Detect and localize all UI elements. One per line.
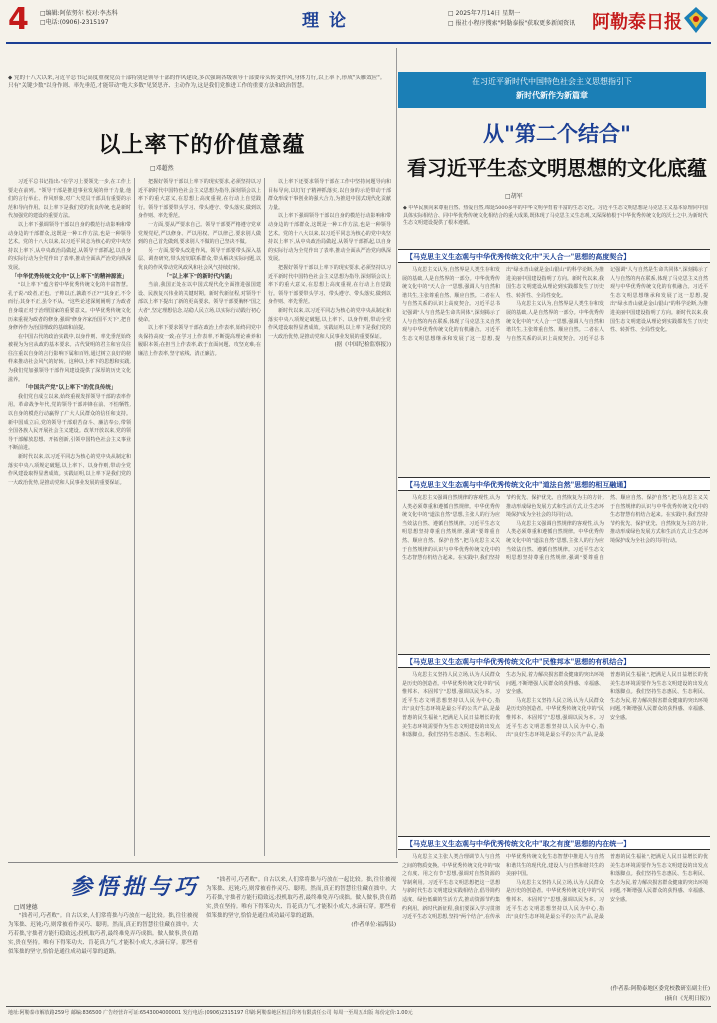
essay-column-2 bbox=[206, 876, 396, 1002]
editor-line: □编辑:阿依努尔 校对:李杰科 bbox=[40, 10, 118, 17]
right-article-author: □胡军 bbox=[505, 193, 523, 200]
paragraph: 我们党自成立以来,始终重视发挥领导干部的表率作用。革命战争年代,党的领导干部冲锋在前、不怕牺牲,以自身的模范行动赢得了广大人民群众的信任和支持。新中国成立后,党的领导干部艰苦奋斗、廉洁奉公,带领全国各族人民开展社会主义建设。改革开放以来,党的领导干部解放思想、开拓创新,引领中国特色社会主义事业不断前进。 bbox=[8, 393, 131, 452]
paragraph: 当前,我国正处在以中国式现代化全面推进强国建设、民族复兴伟业的关键时期。新时代新征程,对领导干部以上率下提出了新的更高要求。领导干部要胸怀"国之大者",坚定理想信念,站稳人民立场,以实际行动践行初心使命。 bbox=[138, 282, 261, 323]
date-info bbox=[448, 9, 575, 29]
left-article-intro: ◆ 党的十八大以来,习近平总书记高度重视党员干部特别是领导干部的作风建设,多次强调各级领导干部要带头转变作风,身体力行,以上率下,形成"头雁效应"。只有"关键少数"以身作则、率先垂范,才能带动"绝大多数"见贤思齐、主动作为,这是我们党推进工作的重要方法和政治智慧。 bbox=[8, 75, 386, 89]
paragraph: 一方面,要从严要求自己。领导干部要严格遵守党章党规党纪,严以修身、严以用权、严以律己,要求别人做到的自己首先做到,要求别人不做的自己坚决不做。 bbox=[138, 221, 261, 246]
paragraph: 把握好领导干部以上率下的现实要求,必须坚持以习近平新时代中国特色社会主义思想为指导,深刻领会以上率下的重大意义,在思想上高度重视,在行动上自觉践行。领导干部要带头学习、带头遵守、带头落实,做到以身作则、率先垂范。 bbox=[138, 179, 261, 220]
column-name: 理论 bbox=[302, 11, 356, 31]
left-article-author: □邓超然 bbox=[150, 165, 174, 172]
paragraph: 新时代以来,以习近平同志为核心的党中央从制定和落实中央八项规定破题,以上率下、以身作则,带动全党作风建设取得显著成效。实践证明,以上率下是我们党的一大政治优势,是推动党和人民事业发展的重要保证。 bbox=[268, 307, 391, 340]
essay-end: (作者单位:福海县) bbox=[351, 922, 396, 928]
left-article-column-3 bbox=[268, 178, 391, 858]
section-3-text bbox=[402, 671, 708, 833]
right-article-byline: (作者系:阿勒泰地区委党校教研室副主任) bbox=[610, 986, 710, 992]
section-heading-1: 【马克思主义生态观与中华优秀传统文化中"天人合一"思想的高度契合】 bbox=[398, 249, 710, 263]
section-heading-2: 【马克思主义生态观与中华优秀传统文化中"道法自然"思想的相互融通】 bbox=[398, 477, 710, 491]
editor-info bbox=[40, 9, 118, 27]
paragraph: 另一方面,要带头改进作风。领导干部要带头深入基层、调查研究,带头密切联系群众,带头解决实际问题,以优良的作风带动党风政风和社会风气持续好转。 bbox=[138, 247, 261, 271]
paragraph: 马克思主义认为,自然界是人类生存和发展的基础,人是自然界的一部分。中华优秀传统文化中的"天人合一"思想,强调人与自然和谐共生,主张尊重自然、顺应自然。二者在人与自然关系的认识上高度契合。习近平总书记强调"人与自然是生命共同体",深刻揭示了人与自然的内在联系,体现了马克思主义自然观与中华优秀传统文化的有机融合。习近平生态文明思想继承和发展了这一思想,提出"绿水青山就是金山银山"的科学论断,为推进美丽中国建设指明了方向。新时代以来,我国生态文明建设从理论到实践都发生了历史性、转折性、全局性变化。 bbox=[402, 267, 604, 342]
column-divider bbox=[264, 178, 265, 856]
essay-divider bbox=[8, 862, 398, 863]
paragraph: 马克思主义坚持人民立场,认为人民群众是历史的创造者。中华优秀传统文化中的"民惟邦本、本固邦宁"思想,强调以民为本。习近平生态文明思想坚持以人民为中心,指出"良好生态环境是最公平的公共产品,是最普惠的民生福祉",把满足人民日益增长的优美生态环境需要作为生态文明建设的出发点和落脚点。我们坚持生态惠民、生态利民、生态为民,着力解决损害群众健康的突出环境问题,不断增强人民群众的获得感、幸福感、安全感。 bbox=[506, 672, 708, 739]
essay-column-1 bbox=[8, 912, 198, 1002]
paragraph: 新时代以来,以习近平同志为核心的党中央从制定和落实中央八项规定破题,以上率下、以身作则,带动全党作风建设取得显著成效。实践证明,以上率下是我们党的一大政治优势,是推动党和人民事业发展的重要保证。 bbox=[8, 454, 131, 486]
right-article-lead: ◆ 中华民族向来尊重自然、热爱自然,绵延5000多年的中华文明孕育着丰富的生态文化。习近平生态文明思想是马克思主义基本原理同中国具体实际相结合、同中华优秀传统文化相结合的重大成果,既体现了马克思主义生态观,又深深植根于中华优秀传统文化的沃土之中,为新时代生态文明建设提供了根本遵循。 bbox=[403, 205, 708, 227]
banner-line-2: 新时代新作为新篇章 bbox=[516, 90, 588, 100]
page-number: 4 bbox=[8, 2, 29, 37]
left-article-title: 以上率下的价值意蕴 bbox=[98, 132, 306, 158]
right-article-title-line-1: 从"第二个结合" bbox=[483, 121, 631, 146]
paragraph: 以上率下还要求领导干部在工作中坚持问题导向和目标导向,以钉钉子精神抓落实,以自身的示范带动干部群众形成干事创业的强大合力,为推进中国式现代化贡献力量。 bbox=[268, 179, 391, 211]
paper-name-logo: 阿勒泰日报 bbox=[592, 12, 682, 33]
page-center-divider bbox=[396, 48, 397, 858]
paragraph: 马克思主义主张人类合理调节人与自然之间的物质变换。中华优秀传统文化中的"取之有度、用之有节"思想,强调对自然资源的节制利用。习近平生态文明思想把这一思想与新时代生态文明建设实践相结合,倡导简约适度、绿色低碳的生活方式,推动资源节约集约利用。新时代新征程,我们要深入学习贯彻习近平生态文明思想,坚持"两个结合",在传承中华优秀传统文化生态智慧中推进人与自然和谐共生的现代化,建设人与自然和谐共生的美丽中国。 bbox=[402, 854, 604, 921]
series-banner bbox=[398, 72, 706, 108]
left-article-source: (据《中国纪检监察报》) bbox=[334, 342, 391, 349]
paragraph: 以上率下强调领导干部以自身的模范行动影响和带动身边的干部群众,这既是一种工作方法,也是一种领导艺术。党的十八大以来,以习近平同志为核心的党中央坚持以上率下,从中央政治局做起,从领导干部抓起,以自身的实际行动为全党作出了表率,推动全面从严治党向纵深发展。 bbox=[8, 221, 131, 271]
paragraph: 把握好领导干部以上率下的现实要求,必须坚持以习近平新时代中国特色社会主义思想为指导,深刻领会以上率下的重大意义,在思想上高度重视,在行动上自觉践行。领导干部要带头学习、带头遵守、带头落实,做到以身作则、率先垂范。 bbox=[268, 264, 391, 306]
section-subhead: 「中华优秀传统文化中"以上率下"的精神源流」 bbox=[11, 273, 128, 280]
essay-title: 参悟拙与巧 bbox=[70, 874, 201, 900]
section-subhead: 「中国共产党"以上率下"的优良传统」 bbox=[22, 385, 117, 392]
right-article-title-line-2: 看习近平生态文明思想的文化底蕴 bbox=[407, 156, 707, 180]
essay-text: "拙者可,巧者败"。自古以来,人们常将拙与巧放在一起比较。拙,往往被视为笨拙、迟钝;巧,则常被看作灵巧、聪明。然而,真正的智慧往往藏在拙中。大巧若拙,守拙者方能行稳致远;投机取巧者,最终难免弄巧成拙。做人做事,贵在踏实,贵在坚持。唯有下得笨功夫、肯花真力气,才能积小成大,水滴石穿。那些看似笨拙的坚守,恰恰是通往成功最可靠的道路。 bbox=[206, 877, 396, 919]
essay-text: "拙者可,巧者败"。自古以来,人们常将拙与巧放在一起比较。拙,往往被视为笨拙、迟钝;巧,则常被看作灵巧、聪明。然而,真正的智慧往往藏在拙中。大巧若拙,守拙者方能行稳致远;投机取巧者,最终难免弄巧成拙。做人做事,贵在踏实,贵在坚持。唯有下得笨功夫、肯花真力气,才能积小成大,水滴石穿。那些看似笨拙的坚守,恰恰是通往成功最可靠的道路。 bbox=[8, 913, 198, 955]
footer-info: 地址:阿勒泰市解放路259号 邮编:836500 广告经营许可证:6543004000001 发行电话:(0906)2315197 印刷:阿勒泰地区恒昌印务有限责任公司 每周一至周五出版 每份定价:1.00元 bbox=[8, 1010, 413, 1016]
footer-rule bbox=[6, 1006, 711, 1007]
paragraph: 在中国古代的政治实践中,以身作则、率先垂范始终被视为为官从政的基本要求。古代贤明的君主和官员往往注重以自身的言行影响下属和百姓,通过树立良好的榜样来推动社会风气的好转。这种以上率下的思想和实践,为我们党加强领导干部作风建设提供了深厚的历史文化滋养。 bbox=[8, 333, 131, 383]
paragraph: 马克思主义坚持人民立场,认为人民群众是历史的创造者。中华优秀传统文化中的"民惟邦本、本固邦宁"思想,强调以民为本。习近平生态文明思想坚持以人民为中心,指出"良好生态环境是最公平的公共产品,是最普惠的民生福祉",把满足人民日益增长的优美生态环境需要作为生态文明建设的出发点和落脚点。我们坚持生态惠民、生态利民、生态为民,着力解决损害群众健康的突出环境问题,不断增强人民群众的获得感、幸福感、安全感。 bbox=[506, 854, 708, 921]
paragraph: 习近平总书记指出:"在学习上要领先一步,在工作上要走在前列。"领导干部是推进事业发展的骨干力量,他们的言行举止、作风形象,对广大党员干部具有重要的示范和导向作用。以上率下是我们党的优良传统,也是新时代加强党的建设的重要方法。 bbox=[8, 179, 131, 220]
right-article-source: (摘自《光明日报》) bbox=[664, 996, 710, 1002]
section-subhead: 「"以上率下"的新时代内涵」 bbox=[163, 273, 236, 280]
banner-line-1: 在习近平新时代中国特色社会主义思想指引下 bbox=[472, 77, 632, 86]
date-line: □ 2025年7月14日 星期一 bbox=[448, 10, 521, 17]
header-rule bbox=[6, 42, 711, 44]
newspaper-emblem-icon bbox=[683, 6, 709, 34]
hotline: □ 报社小程序搜索"阿勒泰报"获取更多新闻资讯 bbox=[448, 20, 576, 27]
paragraph: 以上率下强调领导干部以自身的模范行动影响和带动身边的干部群众,这既是一种工作方法,也是一种领导艺术。党的十八大以来,以习近平同志为核心的党中央坚持以上率下,从中央政治局做起,从领导干部抓起,以自身的实际行动为全党作出了表率,推动全面从严治党向纵深发展。 bbox=[268, 213, 391, 263]
essay-author: □周建德 bbox=[14, 904, 38, 911]
paragraph: 马克思主义强调自然规律的客观性,认为人类必须尊重和遵循自然规律。中华优秀传统文化中的"道法自然"思想,主张人的行为应当效法自然、遵循自然规律。习近平生态文明思想坚持尊重自然规律,强调"要尊重自然、顺应自然、保护自然",把马克思主义关于自然规律的认识与中华优秀传统文化中的生态智慧有机结合起来。在实践中,我们坚持节约优先、保护优先、自然恢复为主的方针,推动形成绿色发展方式和生活方式,让生态环境保护成为全社会的共同行动。 bbox=[506, 495, 708, 562]
masthead bbox=[0, 0, 717, 40]
section-heading-4: 【马克思主义生态观与中华优秀传统文化中"取之有度"思想的内在统一】 bbox=[398, 836, 710, 850]
paragraph: 马克思主义认为,自然界是人类生存和发展的基础,人是自然界的一部分。中华优秀传统文化中的"天人合一"思想,强调人与自然和谐共生,主张尊重自然、顺应自然。二者在人与自然关系的认识上高度契合。习近平总书记强调"人与自然是生命共同体",深刻揭示了人与自然的内在联系,体现了马克思主义自然观与中华优秀传统文化的有机融合。习近平生态文明思想继承和发展了这一思想,提出"绿水青山就是金山银山"的科学论断,为推进美丽中国建设指明了方向。新时代以来,我国生态文明建设从理论到实践都发生了历史性、转折性、全局性变化。 bbox=[506, 267, 708, 342]
paragraph: 马克思主义强调自然规律的客观性,认为人类必须尊重和遵循自然规律。中华优秀传统文化中的"道法自然"思想,主张人的行为应当效法自然、遵循自然规律。习近平生态文明思想坚持尊重自然规律,强调"要尊重自然、顺应自然、保护自然",把马克思主义关于自然规律的认识与中华优秀传统文化中的生态智慧有机结合起来。在实践中,我们坚持节约优先、保护优先、自然恢复为主的方针,推动形成绿色发展方式和生活方式,让生态环境保护成为全社会的共同行动。 bbox=[402, 495, 604, 562]
left-article-column-2 bbox=[138, 178, 261, 858]
paragraph: 马克思主义坚持人民立场,认为人民群众是历史的创造者。中华优秀传统文化中的"民惟邦本、本固邦宁"思想,强调以民为本。习近平生态文明思想坚持以人民为中心,指出"良好生态环境是最公平的公共产品,是最普惠的民生福祉",把满足人民日益增长的优美生态环境需要作为生态文明建设的出发点和落脚点。我们坚持生态惠民、生态利民、生态为民,着力解决损害群众健康的突出环境问题,不断增强人民群众的获得感、幸福感、安全感。 bbox=[402, 672, 604, 739]
column-divider bbox=[134, 178, 135, 856]
section-2-text bbox=[402, 494, 708, 652]
phone-line: □电话:(0906)-2315197 bbox=[40, 19, 109, 26]
section-1-text bbox=[402, 266, 708, 476]
paragraph: 以上率下要求领导干部在政治上作表率,始终同党中央保持高度一致;在学习上作表率,不断提高理论素养和履职本领;在担当上作表率,敢于直面问题、攻坚克难;在廉洁上作表率,坚守底线、清正廉洁。 bbox=[138, 325, 261, 357]
section-4-text bbox=[402, 853, 708, 983]
paragraph: "以上率下"蕴含着中华优秀传统文化的丰富智慧。孔子说:"政者,正也。子帅以正,孰敢不正?""其身正,不令而行;其身不正,虽令不从。"这些论述深刻阐明了为政者自身端正对于治理国家的重要意义。中华优秀传统文化历来重视为政者的修身,强调"修身齐家治国平天下",把自身修养作为治国理政的基础和前提。 bbox=[8, 282, 131, 332]
left-article-column-1 bbox=[8, 178, 131, 858]
section-heading-3: 【马克思主义生态观与中华优秀传统文化中"民惟邦本"思想的有机结合】 bbox=[398, 654, 710, 668]
